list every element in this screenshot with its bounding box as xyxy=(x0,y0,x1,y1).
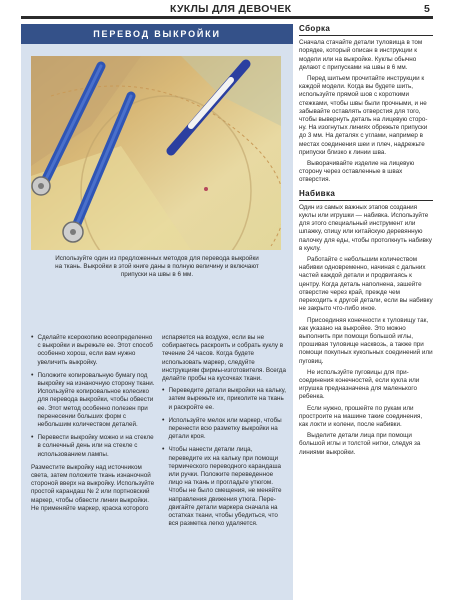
photo-tracing-wheels xyxy=(31,56,281,250)
list-item: • Перевести выкройку можно и на стекле в солнечный день или на стекле с использованием лампы. xyxy=(31,434,154,458)
list-item-text: Чтобы нанести детали лица, переведите их на кальку при помощи термического переводного карандаша или ручки. Положите переведенное лицо на ткань и прогладьте утюгом. Чтобы не было смещения, не меняйте направления движения утюга. Передвигайте детали маркера сначала на остатках ткани, чтобы убедиться, что вся разметка легко удаляется. xyxy=(168,446,282,528)
paragraph: испаряется на воздухе, если вы не собираетесь раскроить и собрать куклу в течение 24 часов. Когда будете использовать маркер, следуйте инструкциям фирмы-изготовителя. Всегда делайте пробы на кусочках ткани. xyxy=(162,334,286,383)
section-heading: Сборка xyxy=(299,24,331,33)
page-number: 5 xyxy=(424,3,430,15)
list-item-text: Положите копировальную бумагу под выкройку на изнаночную сторону ткани. Используйте копировальное колесико для перевода выкройки, чтобы обвести ее. Этот метод особенно полезен при перенесении больших форм с небольшим количеством деталей. xyxy=(37,371,155,429)
paragraph: Не используйте пуговицы для присоединения конечностей, если кукла или игрушка предназначена для маленького ребенка. xyxy=(299,368,420,401)
left-column-1 xyxy=(31,334,155,517)
paragraph: Работайте с небольшим количеством набивки одновременно, начиная с дальних частей каждой детали и продвигаясь к центру. Когда деталь наполнена, зашейте отверстие через край, прежде чем переходить к другой детали, если вы набивку не закрыто что-либо иное. xyxy=(299,256,433,313)
section-rule xyxy=(299,35,433,36)
paragraph: Присоединяя конечности к туловищу так, как указано на выкройке. Это можно выполнить при помощи большой иглы, прошивая туловище насквозь, а также при помощи покупных кукольных соединений или пуговиц. xyxy=(299,316,433,365)
list-item: • Сделайте ксерокопию всеопределенно с выкройки и вырежьте ее. Этот способ особенно хорош, если вам нужно увеличить выкройку. xyxy=(31,334,155,367)
paragraph: Один из самых важных этапов создания куклы или игрушки — набивка. Используйте для этого специальный инструмент или шпажку, спицу или китайскую деревянную палочку для еды, чтобы протолкнуть набивку в куклу. xyxy=(299,203,432,252)
right-column xyxy=(299,24,433,460)
left-column-2 xyxy=(162,334,286,533)
list-item: • Переведите детали выкройки на кальку, затем вырежьте их, приколите на ткань и раскройте ее. xyxy=(162,387,286,411)
list-item-text: Используйте мелок или маркер, чтобы перенести всю разметку выкройки на детали кроя. xyxy=(168,416,282,441)
header-rule xyxy=(21,16,433,19)
list-item: • Чтобы нанести детали лица, переведите их на кальку при помощи термического переводного карандаша или ручки. Положите переведенное лицо на ткань и прогладьте утюгом. Чтобы не было смещения, не меняйте направления движения утюга. Передвигайте детали маркера сначала на остатках ткани, чтобы убедиться, что вся разметка легко удаляется. xyxy=(162,446,286,528)
paragraph: Выворачивайте изделие на лицевую сторону через оставленные в швах отверстия. xyxy=(299,160,415,184)
section-rule xyxy=(299,200,433,201)
photo-caption: Используйте один из предложенных методов для перевода выкройки на ткань. Выкройки в этой книге даны в полную величину и включают припуски на швы в 6 мм. xyxy=(55,255,259,279)
list-item: • Используйте мелок или маркер, чтобы перенести всю разметку выкройки на детали кроя. xyxy=(162,417,286,442)
section-banner: ПЕРЕВОД ВЫКРОЙКИ xyxy=(21,24,293,44)
list-item-text: Сделайте ксерокопию всеопределенно с выкройки и вырежьте ее. Этот способ особенно хорош, если вам нужно увеличить выкройку. xyxy=(37,334,153,366)
page-header xyxy=(0,0,454,20)
list-item-text: Перевести выкройку можно и на стекле в солнечный день или на стекле с использованием лампы. xyxy=(37,434,154,458)
section-heading: Набивка xyxy=(299,188,336,198)
paragraph: Перед шитьем прочитайте инструкции к каждой модели. Когда вы будете шить, используйте прямой шов с короткими стежками, чтобы швы были прочными, и не забывайте оставлять отверстия для того, чтобы вывернуть деталь на лицевую сторону. На изогнутых линиях обрежьте припуски до 3 мм. На деталях с углами, например в местах соединения шеи и плеч, надрежьте припуски близко к линии шва. xyxy=(299,75,428,156)
book-title: КУКЛЫ ДЛЯ ДЕВОЧЕК xyxy=(170,3,292,15)
paragraph: Разместите выкройку над источником света, затем положите ткань изнаночной стороной вверх на выкройку. Используйте простой карандаш № 2 или портновский маркер, чтобы обвести линии выкройки. Не применяйте маркер, краска которого xyxy=(31,463,155,512)
list-item-text: Переведите детали выкройки на кальку, затем вырежьте их, приколите на ткань и раскройте ее. xyxy=(168,387,286,411)
paragraph: Сначала стачайте детали туловища в том порядке, который описан в инструкции к модели или на выкройке. Куклы обычно делают с припусками на швы в 6 мм. xyxy=(299,39,423,71)
paragraph: Выделите детали лица при помощи большой иглы и толстой нитки, следуя за линиями выкройки. xyxy=(299,432,421,456)
list-item: • Положите копировальную бумагу под выкройку на изнаночную сторону ткани. Используйте копировальное колесико для перевода выкройки, чтобы обвести ее. Этот метод особенно полезен при перенесении больших форм с небольшим количеством деталей. xyxy=(31,371,155,429)
paragraph: Если нужно, прошейте по рукам или простроите на машине такие соединения, как локти и колени, после набивки. xyxy=(299,404,423,428)
